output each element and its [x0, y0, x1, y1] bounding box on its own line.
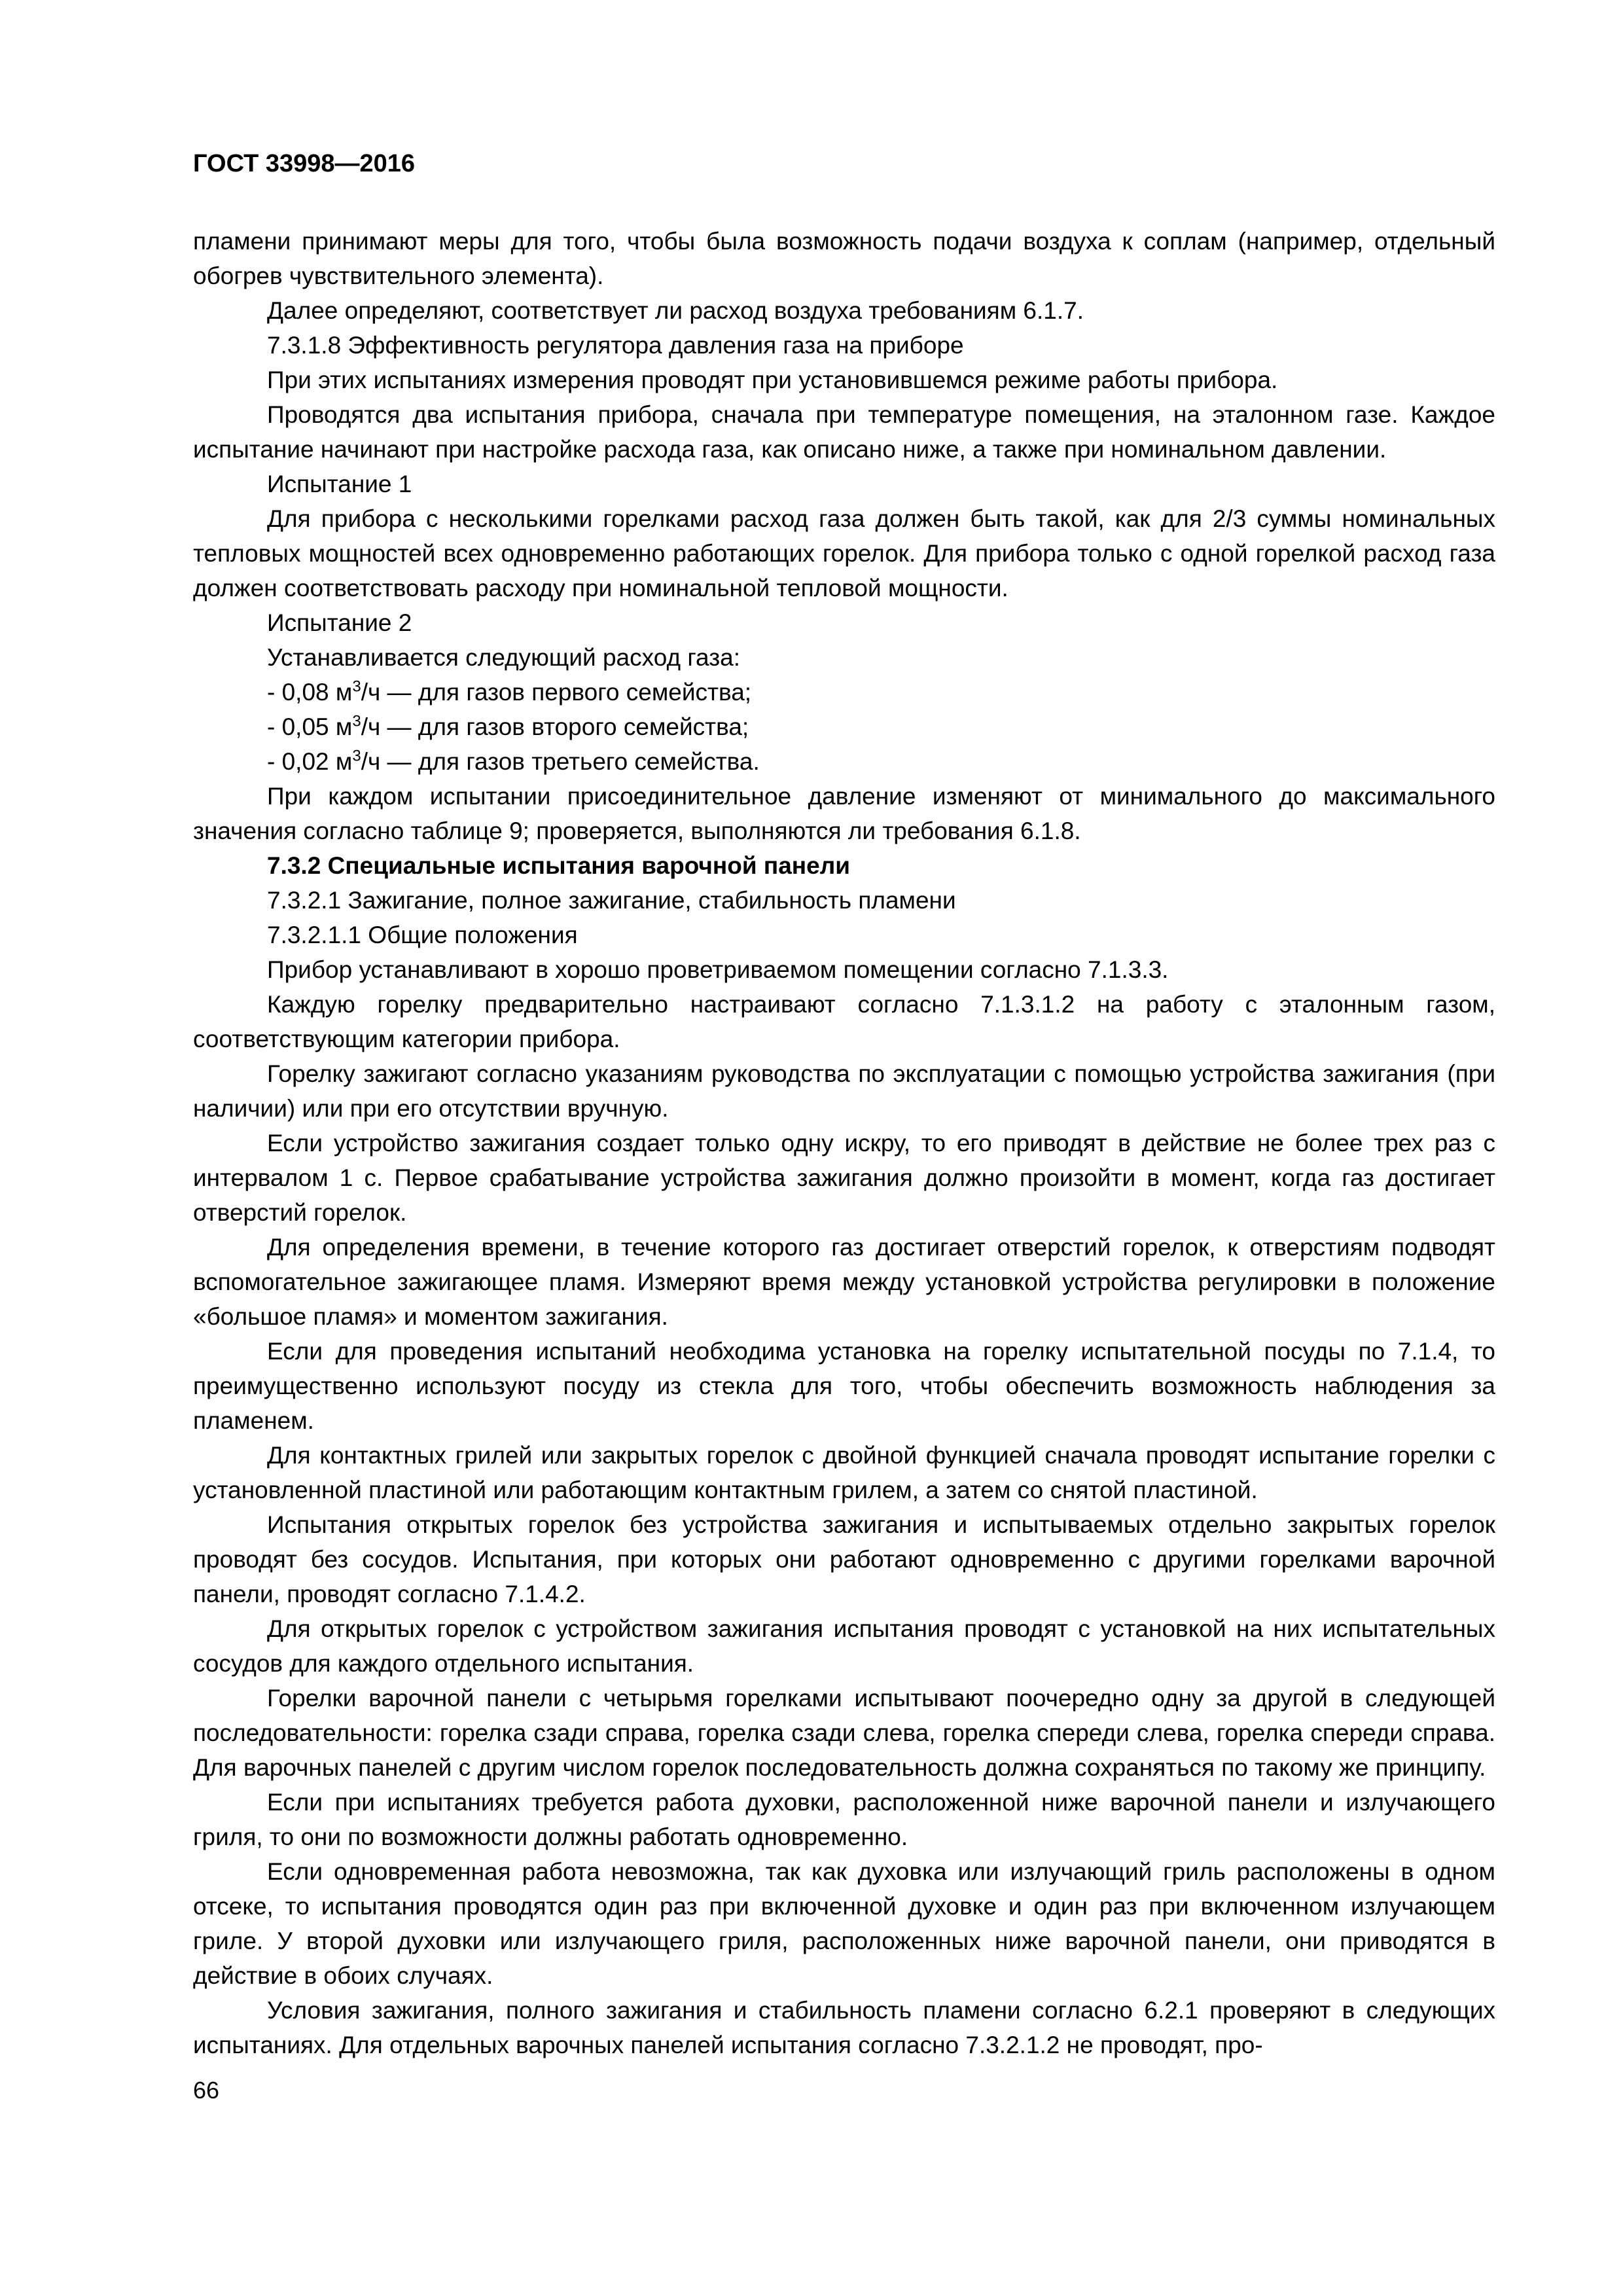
paragraph: 7.3.2.1 Зажигание, полное зажигание, стабильность пламени [267, 887, 956, 914]
paragraph: 7.3.2.1.1 Общие положения [267, 922, 578, 948]
paragraph: Для открытых горелок с устройством зажигания испытания проводят с установкой на них испытательных сосудов для каждого отдельного испытания. [193, 1615, 1495, 1677]
paragraph [193, 744, 1495, 779]
page-number: 66 [193, 2077, 220, 2104]
paragraph: Если устройство зажигания создает только одну искру, то его приводят в действие не более трех раз с интервалом 1 с. Первое срабатывание устройства зажигания должно произойти в момент, когда газ достигает отверстий горелок. [193, 1130, 1495, 1226]
paragraph: Для определения времени, в течение которого газ достигает отверстий горелок, к отверстиям подводят вспомогательное зажигающее пламя. Измеряют время между установкой устройства регулировки в положение «большое пламя» и моментом зажигания. [193, 1234, 1495, 1330]
paragraph: Если одновременная работа невозможна, так как духовка или излучающий гриль расположены в одном отсеке, то испытания проводятся один раз при включенной духовке и один раз при включенном излучающем гриле. У второй духовки или излучающего гриля, расположенных ниже варочной панели, они приводятся в действие в обоих случаях. [193, 1858, 1495, 1989]
paragraph: Испытания открытых горелок без устройства зажигания и испытываемых отдельно закрытых горелок проводят без сосудов. Испытания, при которых они работают одновременно с другими горелками варочной панели, проводят согласно 7.1.4.2. [193, 1511, 1495, 1607]
paragraph-text: - 0,02 м [267, 748, 353, 775]
paragraph-text: /ч — для газов третьего семейства. [361, 748, 760, 775]
paragraph: Для прибора с несколькими горелками расход газа должен быть такой, как для 2/3 суммы номинальных тепловых мощностей всех одновременно работающих горелок. Для прибора только с одной горелкой расход газа должен соответствовать расходу при номинальной тепловой мощности. [193, 505, 1495, 601]
paragraph: Если для проведения испытаний необходима установка на горелку испытательной посуды по 7.1.4, то преимущественно используют посуду из стекла для того, чтобы обеспечить возможность наблюдения за пламенем. [193, 1338, 1495, 1434]
document-header: ГОСТ 33998—2016 [193, 150, 416, 177]
paragraph: Условия зажигания, полного зажигания и стабильность пламени согласно 6.2.1 проверяют в следующих испытаниях. Для отдельных варочных панелей испытания согласно 7.3.2.1.2 не проводят, про- [193, 1997, 1495, 2058]
paragraph: Горелки варочной панели с четырьмя горелками испытывают поочередно одну за другой в следующей последовательности: горелка сзади справа, горелка сзади слева, горелка спереди слева, горелка спереди справа. Для варочных панелей с другим числом горелок последовательность должна сохраняться по такому же принципу. [193, 1685, 1495, 1781]
paragraph: Испытание 1 [267, 471, 412, 497]
paragraph-text: - 0,05 м [267, 713, 353, 740]
paragraph-text: - 0,08 м [267, 679, 353, 706]
paragraph: Устанавливается следующий расход газа: [267, 644, 741, 671]
paragraph: Далее определяют, соответствует ли расход воздуха требованиям 6.1.7. [267, 297, 1084, 324]
paragraph [193, 675, 1495, 709]
paragraph: Проводятся два испытания прибора, сначала при температуре помещения, на эталонном газе. Каждое испытание начинают при настройке расхода газа, как описано ниже, а также при номинальном давлении. [193, 401, 1495, 463]
superscript: 3 [352, 677, 361, 696]
paragraph: Каждую горелку предварительно настраивают согласно 7.1.3.1.2 на работу с эталонным газом, соответствующим категории прибора. [193, 991, 1495, 1052]
paragraph: При каждом испытании присоединительное давление изменяют от минимального до максимального значения согласно таблице 9; проверяется, выполняются ли требования 6.1.8. [193, 783, 1495, 844]
superscript: 3 [352, 747, 361, 765]
paragraph: пламени принимают меры для того, чтобы была возможность подачи воздуха к соплам (например, отдельный обогрев чувствительного элемента). [193, 228, 1495, 289]
paragraph: Горелку зажигают согласно указаниям руководства по эксплуатации с помощью устройства зажигания (при наличии) или при его отсутствии вручную. [193, 1060, 1495, 1122]
paragraph-text: /ч — для газов первого семейства; [361, 679, 752, 706]
paragraph: Если при испытаниях требуется работа духовки, расположенной ниже варочной панели и излучающего гриля, то они по возможности должны работать одновременно. [193, 1789, 1495, 1850]
paragraph: Прибор устанавливают в хорошо проветриваемом помещении согласно 7.1.3.3. [267, 956, 1169, 983]
paragraph [193, 709, 1495, 744]
paragraph: Для контактных грилей или закрытых горелок с двойной функцией сначала проводят испытание горелки с установленной пластиной или работающим контактным грилем, а затем со снятой пластиной. [193, 1442, 1495, 1503]
section-heading: 7.3.2 Специальные испытания варочной панели [267, 852, 850, 879]
paragraph-text: /ч — для газов второго семейства; [361, 713, 749, 740]
paragraph: Испытание 2 [267, 609, 412, 636]
paragraph: При этих испытаниях измерения проводят при установившемся режиме работы прибора. [267, 367, 1278, 393]
superscript: 3 [352, 712, 361, 730]
document-body [193, 224, 1495, 2062]
paragraph: 7.3.1.8 Эффективность регулятора давления газа на приборе [267, 332, 964, 359]
